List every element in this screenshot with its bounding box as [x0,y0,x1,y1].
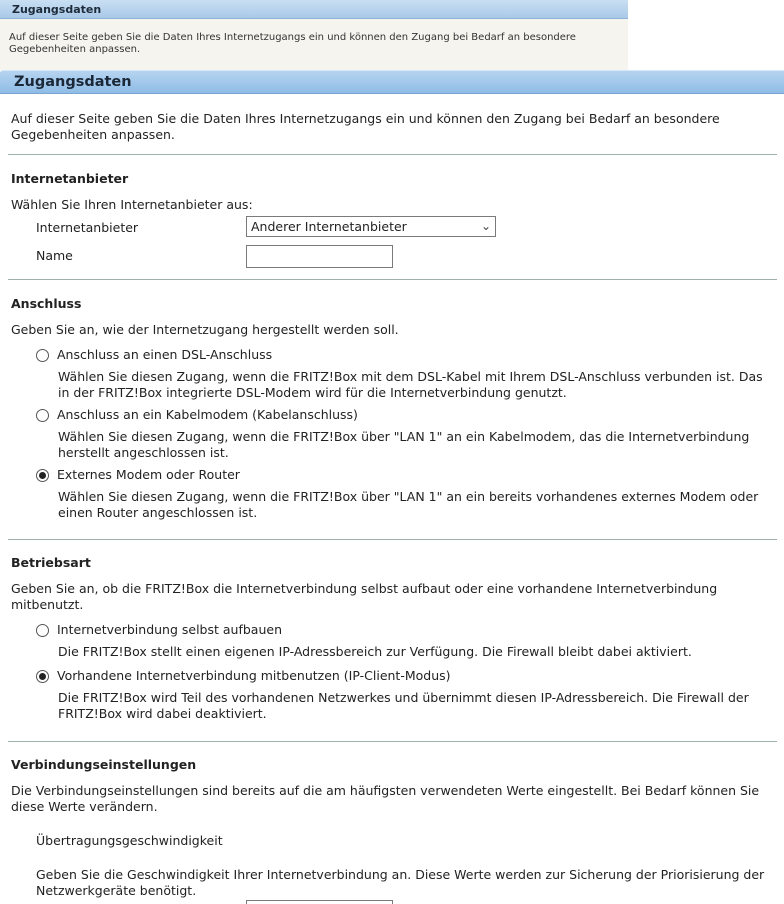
divider [8,741,777,742]
option-description: Die FRITZ!Box wird Teil des vorhandenen Netzwerkes und übernimmt diesen IP-Adressbereich. Die Firewall der FRITZ!Box wird dabei deaktiviert. [58,690,749,721]
settings-heading: Verbindungseinstellungen [11,757,197,772]
divider [8,279,777,280]
radio-button[interactable] [36,624,49,637]
option-description: Wählen Sie diesen Zugang, wenn die FRITZ!Box über "LAN 1" an ein Kabelmodem, das die Internetverbindung herstellt angeschlossen ist. [58,429,750,460]
radio-label[interactable]: Internetverbindung selbst aufbauen [57,622,282,637]
radio-button[interactable] [36,349,49,362]
provider-row [11,214,777,242]
provider-description: Wählen Sie Ihren Internetanbieter aus: [11,197,253,212]
chevron-down-icon: ⌄ [480,219,491,233]
radio-label[interactable]: Externes Modem oder Router [57,467,240,482]
connection-option-dsl[interactable] [11,347,777,363]
divider [8,154,777,155]
connection-option-cable[interactable] [11,407,777,423]
speed-description: Geben Sie die Geschwindigkeit Ihrer Internetverbindung an. Diese Werte werden zur Sicherung der Priorisierung der Netzwerkgeräte benötigt. [36,867,765,898]
mode-heading: Betriebsart [11,555,91,570]
name-input[interactable] [246,245,393,268]
provider-select-value: Anderer Internetanbieter [251,219,407,234]
connection-option-external[interactable] [11,467,777,483]
connection-heading: Anschluss [11,296,82,311]
content-area [0,111,784,899]
provider-select[interactable] [246,216,496,237]
mode-option-own[interactable] [11,622,777,638]
ghost-panel [0,0,628,70]
mode-description: Geben Sie an, ob die FRITZ!Box die Internetverbindung selbst aufbaut oder eine vorhandene Internetverbindung mitbenutzt. [11,581,718,612]
settings-description: Die Verbindungseinstellungen sind bereits auf die am häufigsten verwendeten Werte eingestellt. Bei Bedarf können Sie diese Werte verändern. [11,783,760,814]
main-panel [0,70,784,904]
radio-label[interactable]: Vorhandene Internetverbindung mitbenutzen (IP-Client-Modus) [57,668,451,683]
option-description: Wählen Sie diesen Zugang, wenn die FRITZ!Box über "LAN 1" an ein bereits vorhandenes externes Modem oder einen Router angeschlossen ist. [58,489,759,520]
name-label: Name [36,248,73,263]
option-description: Die FRITZ!Box stellt einen eigenen IP-Adressbereich zur Verfügung. Die Firewall bleibt dabei aktiviert. [58,644,692,659]
speed-heading: Übertragungsgeschwindigkeit [36,833,223,848]
connection-description: Geben Sie an, wie der Internetzugang hergestellt werden soll. [11,322,399,337]
ghost-intro: Auf dieser Seite geben Sie die Daten Ihres Internetzugangs ein und können den Zugang bei Bedarf an besondere Gegebenheiten anpassen. [9,32,576,55]
provider-label: Internetanbieter [36,220,139,235]
radio-button-checked[interactable] [36,469,49,482]
page-title: Zugangsdaten [0,70,784,94]
page-intro: Auf dieser Seite geben Sie die Daten Ihres Internetzugangs ein und können den Zugang bei Bedarf an besondere Gegebenheiten anpassen. [11,111,720,142]
radio-button-checked[interactable] [36,670,49,683]
mode-option-ip-client[interactable] [11,668,777,684]
radio-button[interactable] [36,409,49,422]
radio-label[interactable]: Anschluss an ein Kabelmodem (Kabelanschluss) [57,407,358,422]
speed-input[interactable] [246,900,393,904]
name-row [11,242,777,270]
radio-label[interactable]: Anschluss an einen DSL-Anschluss [57,347,273,362]
provider-heading: Internetanbieter [11,171,129,186]
divider [8,539,777,540]
option-description: Wählen Sie diesen Zugang, wenn die FRITZ!Box mit dem DSL-Kabel mit Ihrem DSL-Anschluss verbunden ist. Das in der FRITZ!Box integrierte DSL-Modem wird für die Internetverbindung genutzt. [58,369,763,400]
ghost-title: Zugangsdaten [0,0,628,19]
